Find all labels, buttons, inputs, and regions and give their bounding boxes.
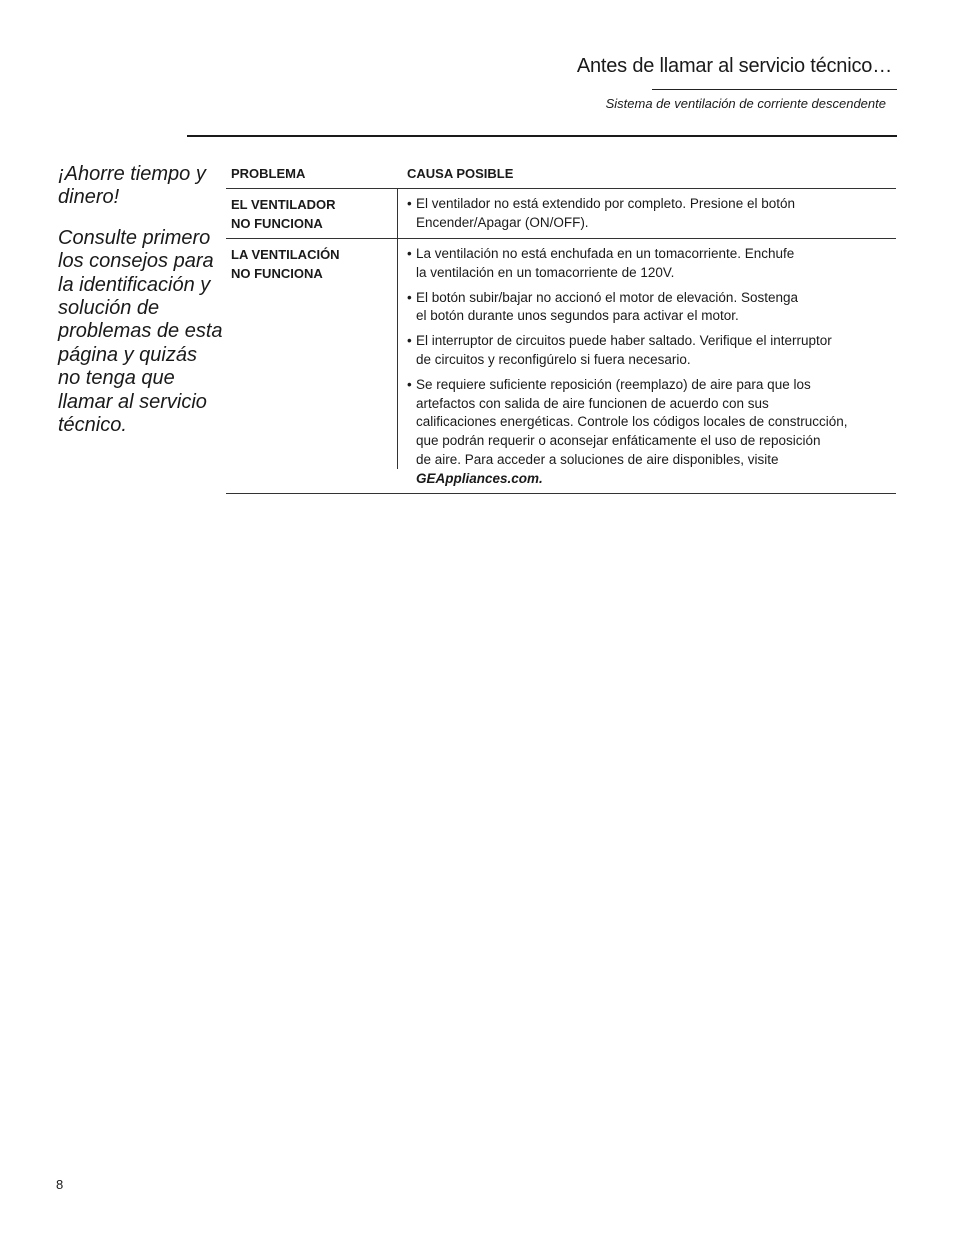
bullet-icon: • xyxy=(407,246,412,261)
troubleshooting-table xyxy=(226,160,896,494)
sidebar-tip-body: Consulte primero los consejos para la identificación y solución de problemas de esta página y quizás no tenga que llamar al servicio técnico. xyxy=(58,226,223,437)
bullet-icon: • xyxy=(407,376,412,392)
cause-item xyxy=(407,245,896,283)
column-header-problem: PROBLEMA xyxy=(231,166,306,181)
header-divider xyxy=(187,135,897,137)
cause-text: El interruptor de circuitos puede haber saltado. Verifique el interruptor de circuitos y reconfigúrelo si fuera necesario. xyxy=(416,333,832,367)
column-header-cause: CAUSA POSIBLE xyxy=(407,166,514,181)
problem-cell: LA VENTILACIÓN NO FUNCIONA xyxy=(226,239,398,469)
bullet-icon: • xyxy=(407,289,412,305)
table-row xyxy=(226,239,896,494)
cause-item xyxy=(407,289,896,327)
page-subtitle: Sistema de ventilación de corriente descendente xyxy=(605,96,886,111)
cause-text: El ventilador no está extendido por completo. Presione el botón Encender/Apagar (ON/OFF). xyxy=(416,196,795,230)
page-number: 8 xyxy=(56,1177,64,1192)
problem-cell: EL VENTILADOR NO FUNCIONA xyxy=(226,189,398,238)
sidebar-tip-heading: ¡Ahorre tiempo y dinero! xyxy=(58,163,206,209)
cause-item xyxy=(407,376,896,489)
cause-text-with-link xyxy=(416,376,896,489)
cause-cell xyxy=(398,239,896,493)
table-row xyxy=(226,189,896,239)
bullet-icon: • xyxy=(407,196,412,211)
table-header xyxy=(226,160,896,189)
cause-text: La ventilación no está enchufada en un tomacorriente. Enchufe la ventilación en un tomacorriente de 120V. xyxy=(416,246,795,280)
sidebar-tip xyxy=(58,163,223,454)
bullet-icon: • xyxy=(407,333,412,349)
website-link[interactable]: GEAppliances.com. xyxy=(416,470,543,486)
page-title: Antes de llamar al servicio técnico… xyxy=(576,55,892,77)
cause-text: Se requiere suficiente reposición (reemplazo) de aire para que los artefactos con salida de aire funcionen de acuerdo con sus calificaciones energéticas. Controle los códigos locales de construcción, que podrán requerir o aconsejar enfáticamente el uso de reposición de aire. Para acceder a soluciones de aire disponibles, visite xyxy=(416,376,848,467)
cause-text: El botón subir/bajar no accionó el motor de elevación. Sostenga el botón durante unos segundos para activar el motor. xyxy=(416,289,798,324)
cause-item xyxy=(407,195,896,233)
cause-item xyxy=(407,332,896,370)
cause-cell xyxy=(398,189,896,238)
title-underline xyxy=(652,89,897,90)
